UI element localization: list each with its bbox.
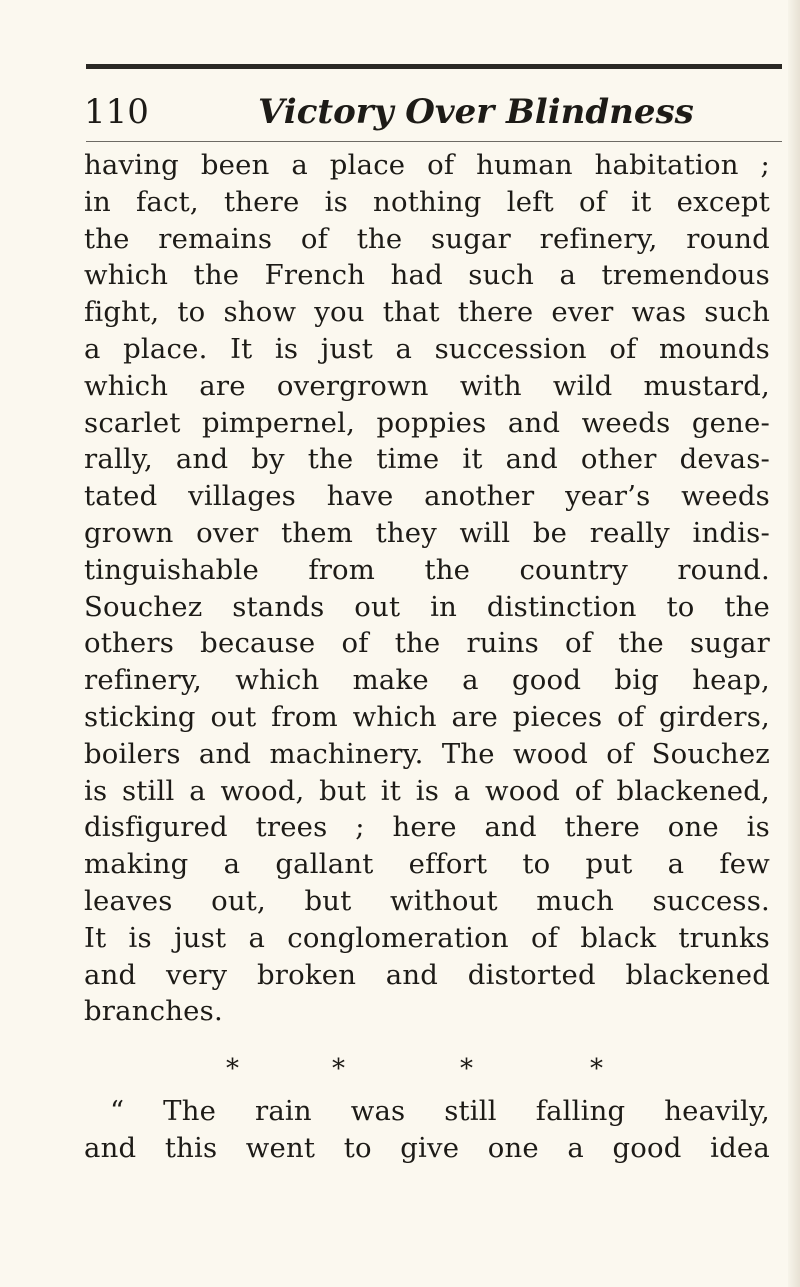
page-edge [788,0,800,1287]
asterisk-ornament: * [226,1054,239,1084]
text-line: refinery, which make a good big heap, [84,664,770,697]
quoted-paragraph [84,1093,770,1167]
text-line: sticking out from which are pieces of girders, [84,700,770,733]
text-line: “ The rain was still falling heavily, [110,1095,770,1127]
text-line: disfigured trees ; here and there one is [84,811,770,844]
header-rule [86,141,782,142]
text-line: boilers and machinery. The wood of Souchez [84,737,770,770]
text-line: fight, to show you that there ever was such [84,296,770,329]
book-title: Victory Over Blindness [258,92,694,132]
text-line: in fact, there is nothing left of it except [84,185,770,218]
text-line: having been a place of human habitation ; [84,149,770,181]
text-line: tinguishable from the country round. [84,553,770,586]
section-break [226,1055,626,1083]
text-line: scarlet pimpernel, poppies and weeds gene- [84,406,770,439]
asterisk-ornament: * [460,1054,473,1084]
page-number: 110 [84,92,149,132]
running-head [84,88,694,136]
text-line: the remains of the sugar refinery, round [84,222,770,255]
text-line: is still a wood, but it is a wood of blackened, [84,774,770,807]
asterisk-ornament: * [332,1054,345,1084]
asterisk-ornament: * [590,1054,603,1084]
text-line: Souchez stands out in distinction to the [84,590,770,623]
text-line: It is just a conglomeration of black trunks [84,921,770,954]
text-line: tated villages have another year’s weeds [84,480,770,513]
top-rule [86,64,782,69]
text-line: others because of the ruins of the sugar [84,627,770,660]
text-line: making a gallant effort to put a few [84,848,770,881]
text-line: rally, and by the time it and other devas- [84,443,770,476]
text-line: grown over them they will be really indis- [84,516,770,549]
text-line: which the French had such a tremendous [84,259,770,292]
text-line: and this went to give one a good idea [84,1131,770,1164]
text-line: branches. [84,995,223,1028]
text-line: and very broken and distorted blackened [84,958,770,991]
main-paragraph [84,147,770,1030]
text-line: leaves out, but without much success. [84,884,770,917]
text-line: a place. It is just a succession of mounds [84,332,770,365]
text-line: which are overgrown with wild mustard, [84,369,770,402]
